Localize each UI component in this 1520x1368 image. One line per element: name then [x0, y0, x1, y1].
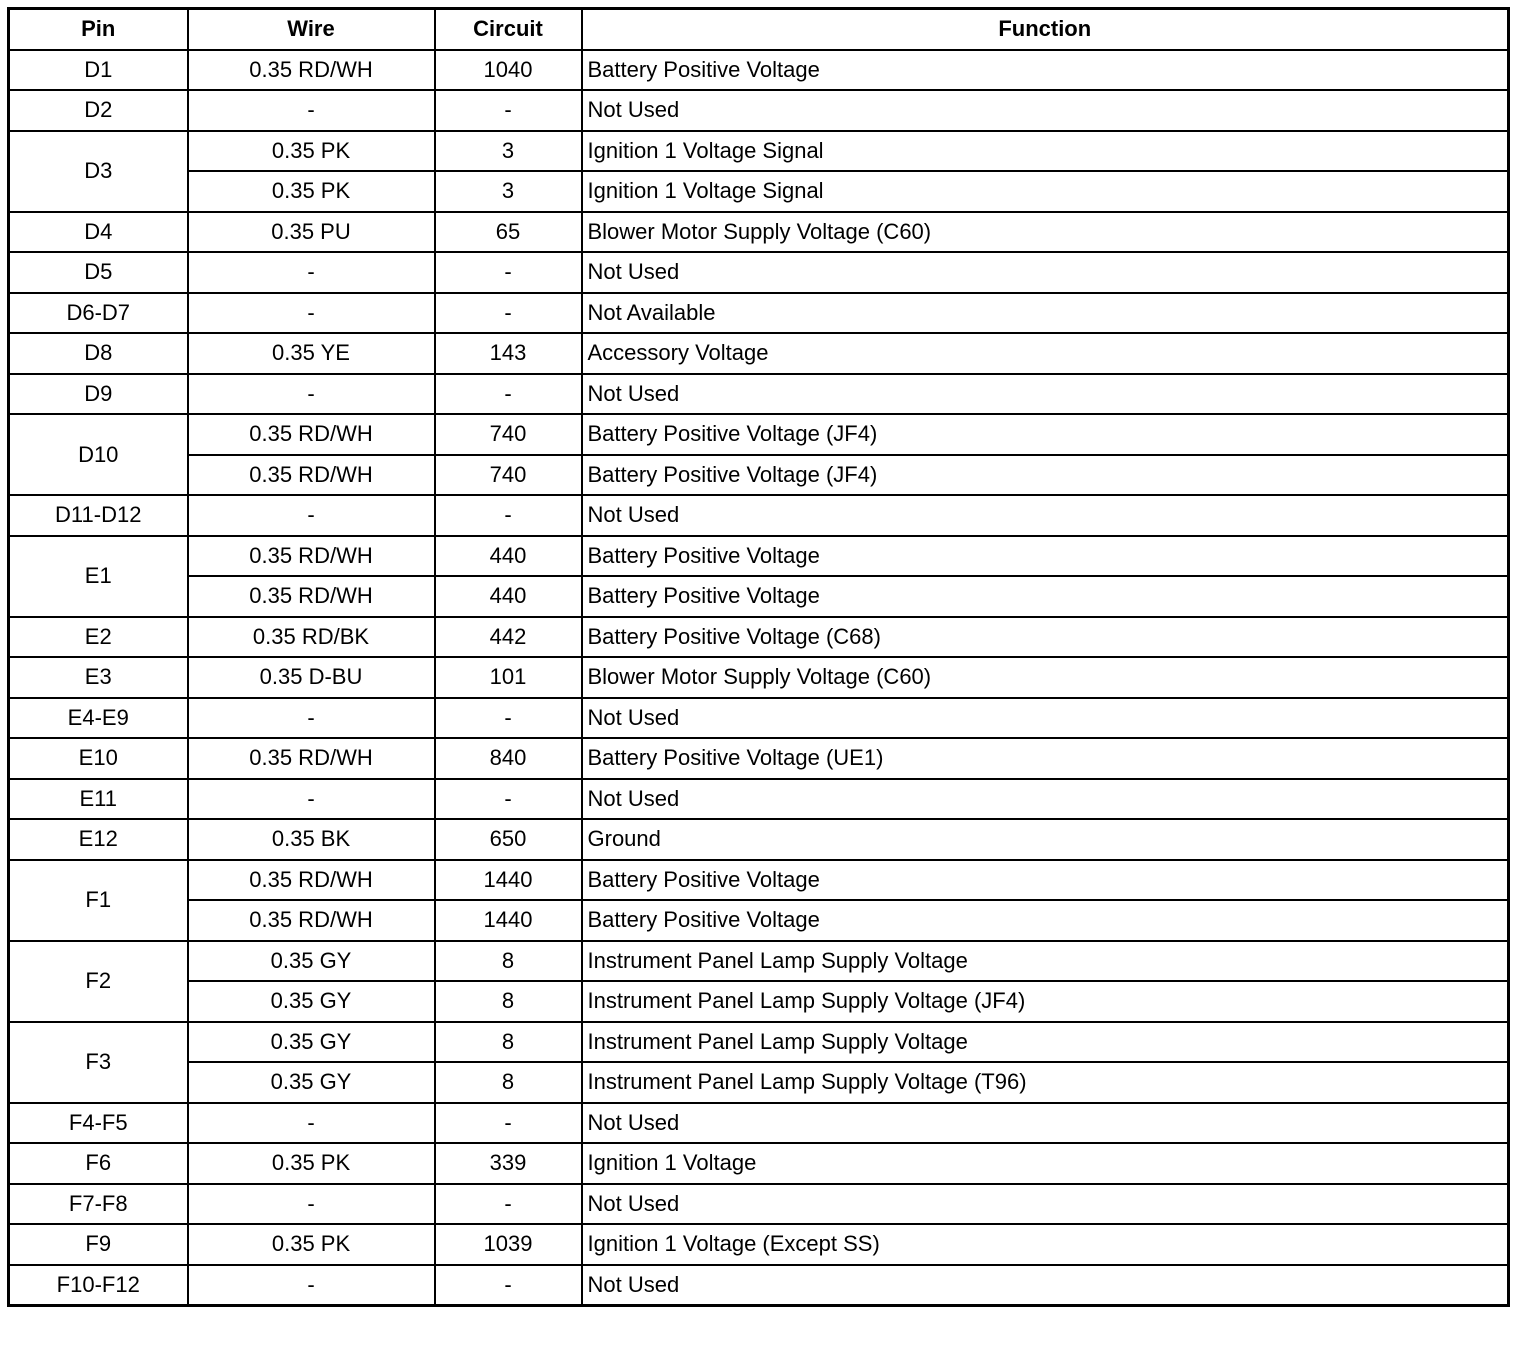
function-cell: Not Used: [582, 1184, 1509, 1225]
table-row: [9, 414, 1509, 455]
table-row: [9, 1265, 1509, 1306]
circuit-cell: -: [435, 1265, 582, 1306]
wire-cell: -: [188, 374, 435, 415]
wire-cell: -: [188, 698, 435, 739]
table-row: [9, 1184, 1509, 1225]
function-cell: Instrument Panel Lamp Supply Voltage: [582, 1022, 1509, 1063]
pin-cell: E4-E9: [9, 698, 188, 739]
pin-cell: F3: [9, 1022, 188, 1103]
pin-cell: E10: [9, 738, 188, 779]
circuit-cell: 1440: [435, 860, 582, 901]
function-cell: Instrument Panel Lamp Supply Voltage (JF4): [582, 981, 1509, 1022]
table-row: [9, 657, 1509, 698]
wire-cell: 0.35 RD/WH: [188, 860, 435, 901]
wire-cell: 0.35 RD/WH: [188, 738, 435, 779]
table-body: [9, 50, 1509, 1306]
circuit-cell: -: [435, 1103, 582, 1144]
table-row: [9, 698, 1509, 739]
table-row: [9, 738, 1509, 779]
wire-cell: 0.35 D-BU: [188, 657, 435, 698]
table-row: [9, 1062, 1509, 1103]
wire-cell: 0.35 RD/BK: [188, 617, 435, 658]
wire-cell: -: [188, 1103, 435, 1144]
wire-cell: 0.35 GY: [188, 981, 435, 1022]
wire-cell: -: [188, 252, 435, 293]
pin-cell: E12: [9, 819, 188, 860]
pin-cell: D5: [9, 252, 188, 293]
pin-cell: F4-F5: [9, 1103, 188, 1144]
pin-cell: E3: [9, 657, 188, 698]
table-row: [9, 1022, 1509, 1063]
wire-cell: 0.35 GY: [188, 941, 435, 982]
pin-cell: F9: [9, 1224, 188, 1265]
wire-cell: -: [188, 90, 435, 131]
table-row: [9, 860, 1509, 901]
wire-cell: 0.35 PK: [188, 1143, 435, 1184]
wire-cell: 0.35 RD/WH: [188, 455, 435, 496]
circuit-cell: 740: [435, 455, 582, 496]
function-cell: Battery Positive Voltage: [582, 900, 1509, 941]
wire-cell: -: [188, 779, 435, 820]
table-row: [9, 1224, 1509, 1265]
table-row: [9, 90, 1509, 131]
table-row: [9, 131, 1509, 172]
circuit-cell: 8: [435, 1062, 582, 1103]
wire-cell: 0.35 PK: [188, 1224, 435, 1265]
circuit-cell: 1440: [435, 900, 582, 941]
function-cell: Battery Positive Voltage (JF4): [582, 414, 1509, 455]
pin-cell: D9: [9, 374, 188, 415]
circuit-cell: 650: [435, 819, 582, 860]
function-cell: Battery Positive Voltage (C68): [582, 617, 1509, 658]
table-row: [9, 252, 1509, 293]
function-cell: Battery Positive Voltage (JF4): [582, 455, 1509, 496]
pin-cell: F10-F12: [9, 1265, 188, 1306]
table-header-row: [9, 9, 1509, 50]
wire-cell: 0.35 PK: [188, 171, 435, 212]
pin-cell: D1: [9, 50, 188, 91]
function-cell: Not Available: [582, 293, 1509, 334]
pin-cell: F2: [9, 941, 188, 1022]
wire-cell: -: [188, 495, 435, 536]
pin-cell: D8: [9, 333, 188, 374]
circuit-cell: 440: [435, 536, 582, 577]
function-cell: Ignition 1 Voltage (Except SS): [582, 1224, 1509, 1265]
function-cell: Not Used: [582, 779, 1509, 820]
circuit-cell: 8: [435, 981, 582, 1022]
wire-cell: 0.35 RD/WH: [188, 536, 435, 577]
circuit-cell: 442: [435, 617, 582, 658]
circuit-cell: 1039: [435, 1224, 582, 1265]
wire-cell: 0.35 RD/WH: [188, 900, 435, 941]
column-header-pin: Pin: [9, 9, 188, 50]
pin-cell: E1: [9, 536, 188, 617]
function-cell: Not Used: [582, 1265, 1509, 1306]
function-cell: Ignition 1 Voltage: [582, 1143, 1509, 1184]
circuit-cell: 143: [435, 333, 582, 374]
pin-cell: D11-D12: [9, 495, 188, 536]
circuit-cell: 740: [435, 414, 582, 455]
circuit-cell: 1040: [435, 50, 582, 91]
table-row: [9, 576, 1509, 617]
table-row: [9, 374, 1509, 415]
pin-cell: D6-D7: [9, 293, 188, 334]
circuit-cell: -: [435, 495, 582, 536]
circuit-cell: 339: [435, 1143, 582, 1184]
function-cell: Blower Motor Supply Voltage (C60): [582, 657, 1509, 698]
table-row: [9, 171, 1509, 212]
circuit-cell: 3: [435, 171, 582, 212]
table-row: [9, 1103, 1509, 1144]
function-cell: Battery Positive Voltage: [582, 50, 1509, 91]
column-header-circuit: Circuit: [435, 9, 582, 50]
function-cell: Not Used: [582, 495, 1509, 536]
table-row: [9, 779, 1509, 820]
wire-cell: 0.35 RD/WH: [188, 414, 435, 455]
circuit-cell: -: [435, 293, 582, 334]
wire-cell: 0.35 RD/WH: [188, 576, 435, 617]
wire-cell: -: [188, 1184, 435, 1225]
pin-cell: D10: [9, 414, 188, 495]
function-cell: Not Used: [582, 374, 1509, 415]
table-row: [9, 212, 1509, 253]
wire-cell: 0.35 GY: [188, 1062, 435, 1103]
pin-cell: E2: [9, 617, 188, 658]
wire-cell: 0.35 PU: [188, 212, 435, 253]
function-cell: Instrument Panel Lamp Supply Voltage (T96): [582, 1062, 1509, 1103]
table-row: [9, 1143, 1509, 1184]
function-cell: Not Used: [582, 1103, 1509, 1144]
circuit-cell: 840: [435, 738, 582, 779]
circuit-cell: -: [435, 252, 582, 293]
table-row: [9, 900, 1509, 941]
column-header-function: Function: [582, 9, 1509, 50]
table-row: [9, 293, 1509, 334]
pin-cell: D2: [9, 90, 188, 131]
circuit-cell: 65: [435, 212, 582, 253]
pin-cell: F7-F8: [9, 1184, 188, 1225]
circuit-cell: -: [435, 698, 582, 739]
table-row: [9, 50, 1509, 91]
table-row: [9, 495, 1509, 536]
table-row: [9, 455, 1509, 496]
wire-cell: 0.35 PK: [188, 131, 435, 172]
function-cell: Accessory Voltage: [582, 333, 1509, 374]
pin-cell: F1: [9, 860, 188, 941]
wire-cell: 0.35 RD/WH: [188, 50, 435, 91]
circuit-cell: 8: [435, 941, 582, 982]
table-row: [9, 333, 1509, 374]
pin-cell: D3: [9, 131, 188, 212]
table-row: [9, 617, 1509, 658]
function-cell: Ignition 1 Voltage Signal: [582, 171, 1509, 212]
function-cell: Battery Positive Voltage (UE1): [582, 738, 1509, 779]
wire-cell: 0.35 BK: [188, 819, 435, 860]
circuit-cell: -: [435, 779, 582, 820]
table-row: [9, 536, 1509, 577]
circuit-cell: -: [435, 90, 582, 131]
circuit-cell: -: [435, 1184, 582, 1225]
connector-pinout-table: [7, 7, 1510, 1307]
function-cell: Battery Positive Voltage: [582, 536, 1509, 577]
table-row: [9, 941, 1509, 982]
function-cell: Ignition 1 Voltage Signal: [582, 131, 1509, 172]
function-cell: Not Used: [582, 698, 1509, 739]
function-cell: Not Used: [582, 90, 1509, 131]
function-cell: Not Used: [582, 252, 1509, 293]
table-row: [9, 981, 1509, 1022]
function-cell: Battery Positive Voltage: [582, 860, 1509, 901]
function-cell: Ground: [582, 819, 1509, 860]
circuit-cell: 440: [435, 576, 582, 617]
circuit-cell: 3: [435, 131, 582, 172]
function-cell: Instrument Panel Lamp Supply Voltage: [582, 941, 1509, 982]
function-cell: Battery Positive Voltage: [582, 576, 1509, 617]
wire-cell: -: [188, 293, 435, 334]
pin-cell: D4: [9, 212, 188, 253]
circuit-cell: 101: [435, 657, 582, 698]
function-cell: Blower Motor Supply Voltage (C60): [582, 212, 1509, 253]
circuit-cell: 8: [435, 1022, 582, 1063]
column-header-wire: Wire: [188, 9, 435, 50]
pin-cell: F6: [9, 1143, 188, 1184]
wire-cell: 0.35 GY: [188, 1022, 435, 1063]
circuit-cell: -: [435, 374, 582, 415]
wire-cell: 0.35 YE: [188, 333, 435, 374]
wire-cell: -: [188, 1265, 435, 1306]
table-row: [9, 819, 1509, 860]
pin-cell: E11: [9, 779, 188, 820]
